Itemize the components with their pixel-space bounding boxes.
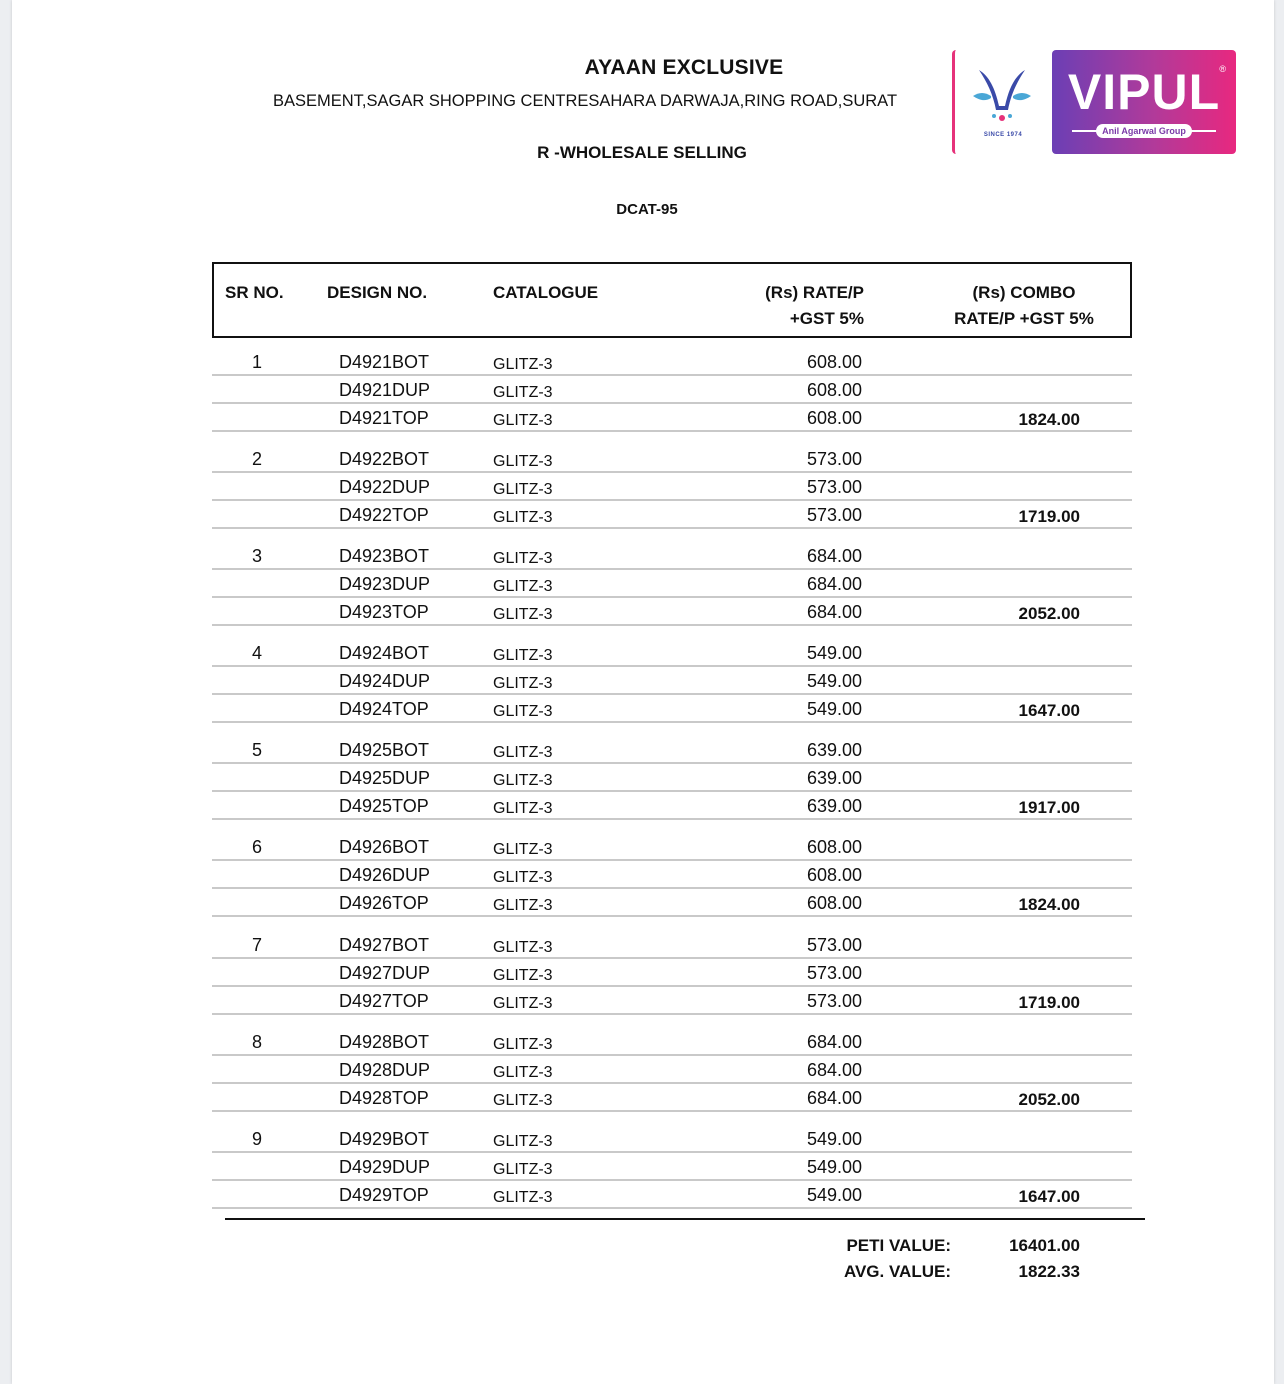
table-row: [212, 736, 1132, 764]
rate-cell: 573.00: [806, 934, 862, 955]
col-combo-rate: [914, 280, 1134, 332]
table-body: [212, 348, 1132, 1222]
total-divider: [225, 1218, 1145, 1220]
col-combo-line2: RATE/P +GST 5%: [954, 309, 1094, 328]
design-no-cell: D4927DUP: [339, 962, 431, 983]
catalogue-cell: GLITZ-3: [493, 1035, 553, 1053]
logo-word: VIPUL: [1067, 64, 1221, 120]
rate-cell: 608.00: [806, 837, 862, 858]
design-no-cell: D4925DUP: [339, 768, 431, 789]
table-row: [212, 861, 1132, 889]
combo-rate-cell: 1824.00: [1018, 895, 1080, 915]
catalogue-cell: GLITZ-3: [493, 356, 553, 373]
table-row: [212, 833, 1132, 861]
rate-cell: 573.00: [806, 990, 862, 1011]
table-row: [212, 404, 1132, 432]
catalogue-cell: GLITZ-3: [493, 703, 553, 721]
rate-cell: 549.00: [806, 1156, 862, 1177]
catalogue-cell: GLITZ-3: [493, 675, 553, 693]
sr-no-cell: 6: [251, 837, 262, 858]
col-rate-line2: +GST 5%: [789, 309, 864, 328]
design-no-cell: D4921BOT: [339, 352, 430, 372]
design-no-cell: D4924TOP: [339, 699, 429, 720]
sr-no-cell: 4: [251, 643, 262, 664]
design-no-cell: D4922TOP: [339, 505, 429, 526]
rate-cell: 639.00: [806, 796, 862, 817]
catalog-code: DCAT-95: [616, 201, 678, 218]
combo-rate-cell: 1719.00: [1018, 507, 1080, 527]
col-rate-line1: (Rs) RATE/P: [765, 283, 864, 302]
logo-group-name: Anil Agarwal Group: [1096, 124, 1192, 138]
rate-cell: 608.00: [806, 893, 862, 914]
table-row: [212, 1153, 1132, 1181]
rate-cell: 608.00: [806, 352, 862, 372]
logo-reg-mark: ®: [1219, 64, 1226, 74]
sr-no-cell: 3: [251, 546, 262, 567]
rate-cell: 608.00: [806, 865, 862, 886]
peti-value-label: PETI VALUE:: [846, 1236, 951, 1255]
avg-value: 1822.33: [1018, 1262, 1080, 1281]
rate-cell: 639.00: [806, 740, 862, 761]
design-no-cell: D4926DUP: [339, 865, 431, 886]
design-no-cell: D4922BOT: [339, 449, 430, 470]
row-group: [212, 931, 1132, 1028]
catalogue-cell: GLITZ-3: [493, 412, 553, 429]
design-no-cell: D4927TOP: [339, 990, 429, 1011]
rate-cell: 684.00: [806, 1059, 862, 1080]
rate-cell: 549.00: [806, 643, 862, 664]
catalogue-cell: GLITZ-3: [493, 966, 553, 984]
row-group: [212, 1125, 1132, 1222]
row-group: [212, 542, 1132, 639]
combo-rate-cell: 2052.00: [1018, 1089, 1080, 1109]
rate-cell: 608.00: [806, 408, 862, 428]
vipul-wordmark: [1052, 50, 1236, 154]
table-row: [212, 570, 1132, 598]
row-group: [212, 639, 1132, 736]
table-row: [212, 376, 1132, 404]
design-no-cell: D4922DUP: [339, 477, 431, 498]
emblem-icon: [961, 62, 1045, 132]
table-row: [212, 792, 1132, 820]
table-row: [212, 445, 1132, 473]
table-row: [212, 667, 1132, 695]
sr-no-cell: 7: [251, 934, 262, 955]
company-address: BASEMENT,SAGAR SHOPPING CENTRESAHARA DARWAJA,RING ROAD,SURAT: [272, 92, 898, 110]
table-row: [212, 695, 1132, 723]
design-no-cell: D4926BOT: [339, 837, 430, 858]
combo-rate-cell: 1824.00: [1018, 410, 1080, 429]
vipul-emblem: [952, 50, 1048, 154]
row-group: [212, 348, 1132, 445]
catalogue-cell: GLITZ-3: [493, 384, 553, 401]
rate-cell: 684.00: [806, 1031, 862, 1052]
rate-cell: 549.00: [806, 671, 862, 692]
design-no-cell: D4929TOP: [339, 1184, 429, 1205]
rate-cell: 639.00: [806, 768, 862, 789]
table-row: [212, 1181, 1132, 1209]
rate-cell: 549.00: [806, 1184, 862, 1205]
sr-no-cell: 8: [251, 1031, 262, 1052]
table-row: [212, 764, 1132, 792]
catalogue-cell: GLITZ-3: [493, 841, 553, 859]
rate-cell: 684.00: [806, 546, 862, 567]
rate-cell: 684.00: [806, 602, 862, 623]
company-name: AYAAN EXCLUSIVE: [584, 56, 784, 79]
avg-value-label: AVG. VALUE:: [843, 1262, 951, 1281]
catalogue-cell: GLITZ-3: [493, 550, 553, 568]
catalogue-cell: GLITZ-3: [493, 772, 553, 790]
rate-cell: 573.00: [806, 962, 862, 983]
row-group: [212, 445, 1132, 542]
catalogue-cell: GLITZ-3: [493, 1188, 553, 1206]
sr-no-cell: 1: [251, 352, 262, 372]
combo-rate-cell: 1647.00: [1018, 1186, 1080, 1206]
row-group: [212, 1028, 1132, 1125]
rate-cell: 549.00: [806, 1128, 862, 1149]
design-no-cell: D4921TOP: [339, 408, 429, 428]
peti-value: 16401.00: [1009, 1236, 1080, 1255]
combo-rate-cell: 1647.00: [1018, 701, 1080, 721]
table-row: [212, 501, 1132, 529]
table-row: [212, 889, 1132, 917]
rate-cell: 608.00: [806, 380, 862, 400]
catalogue-cell: GLITZ-3: [493, 606, 553, 624]
logo-since: SINCE 1974: [983, 132, 1023, 138]
sr-no-cell: 2: [251, 449, 262, 470]
table-row: [212, 348, 1132, 376]
table-row: [212, 931, 1132, 959]
table-row: [212, 542, 1132, 570]
design-no-cell: D4924DUP: [339, 671, 431, 692]
col-design-no: DESIGN NO.: [327, 283, 428, 302]
selling-type: R -WHOLESALE SELLING: [537, 143, 747, 162]
col-sr-no: SR NO.: [225, 283, 284, 302]
table-row: [212, 959, 1132, 987]
table-row: [212, 639, 1132, 667]
combo-rate-cell: 1719.00: [1018, 992, 1080, 1012]
design-no-cell: D4929BOT: [339, 1128, 430, 1149]
table-row: [212, 1084, 1132, 1112]
combo-rate-cell: 2052.00: [1018, 604, 1080, 624]
design-no-cell: D4923DUP: [339, 574, 431, 595]
design-no-cell: D4925BOT: [339, 740, 430, 761]
col-catalogue: CATALOGUE: [493, 283, 599, 302]
rate-cell: 573.00: [806, 449, 862, 470]
table-row: [212, 598, 1132, 626]
catalogue-cell: GLITZ-3: [493, 744, 553, 762]
rate-cell: 684.00: [806, 1087, 862, 1108]
sr-no-cell: 5: [251, 740, 262, 761]
document-page: [12, 0, 1274, 1384]
table-header: [212, 262, 1132, 338]
catalogue-cell: GLITZ-3: [493, 481, 553, 499]
design-no-cell: D4923TOP: [339, 602, 429, 623]
catalogue-cell: GLITZ-3: [493, 1063, 553, 1081]
catalogue-cell: GLITZ-3: [493, 994, 553, 1012]
col-rate: [714, 280, 864, 332]
catalogue-cell: GLITZ-3: [493, 453, 553, 471]
catalogue-cell: GLITZ-3: [493, 1091, 553, 1109]
catalogue-cell: GLITZ-3: [493, 938, 553, 956]
design-no-cell: D4927BOT: [339, 934, 430, 955]
design-no-cell: D4924BOT: [339, 643, 430, 664]
design-no-cell: D4923BOT: [339, 546, 430, 567]
catalogue-cell: GLITZ-3: [493, 647, 553, 665]
design-no-cell: D4921DUP: [339, 380, 431, 400]
table-row: [212, 987, 1132, 1015]
row-group: [212, 833, 1132, 930]
catalogue-cell: GLITZ-3: [493, 509, 553, 527]
table-row: [212, 1125, 1132, 1153]
rate-cell: 684.00: [806, 574, 862, 595]
catalogue-cell: GLITZ-3: [493, 869, 553, 887]
design-no-cell: D4926TOP: [339, 893, 429, 914]
design-no-cell: D4925TOP: [339, 796, 429, 817]
design-no-cell: D4929DUP: [339, 1156, 431, 1177]
design-no-cell: D4928DUP: [339, 1059, 431, 1080]
col-combo-line1: (Rs) COMBO: [972, 283, 1076, 302]
rate-cell: 573.00: [806, 505, 862, 526]
table-row: [212, 473, 1132, 501]
combo-rate-cell: 1917.00: [1018, 798, 1080, 818]
catalogue-cell: GLITZ-3: [493, 897, 553, 915]
catalogue-cell: GLITZ-3: [493, 1132, 553, 1150]
rate-cell: 549.00: [806, 699, 862, 720]
table-row: [212, 1056, 1132, 1084]
table-row: [212, 1028, 1132, 1056]
vipul-logo: [952, 50, 1236, 154]
catalogue-cell: GLITZ-3: [493, 1160, 553, 1178]
catalogue-cell: GLITZ-3: [493, 800, 553, 818]
sr-no-cell: 9: [251, 1128, 262, 1149]
design-no-cell: D4928BOT: [339, 1031, 430, 1052]
rate-cell: 573.00: [806, 477, 862, 498]
catalogue-cell: GLITZ-3: [493, 578, 553, 596]
row-group: [212, 736, 1132, 833]
design-no-cell: D4928TOP: [339, 1087, 429, 1108]
